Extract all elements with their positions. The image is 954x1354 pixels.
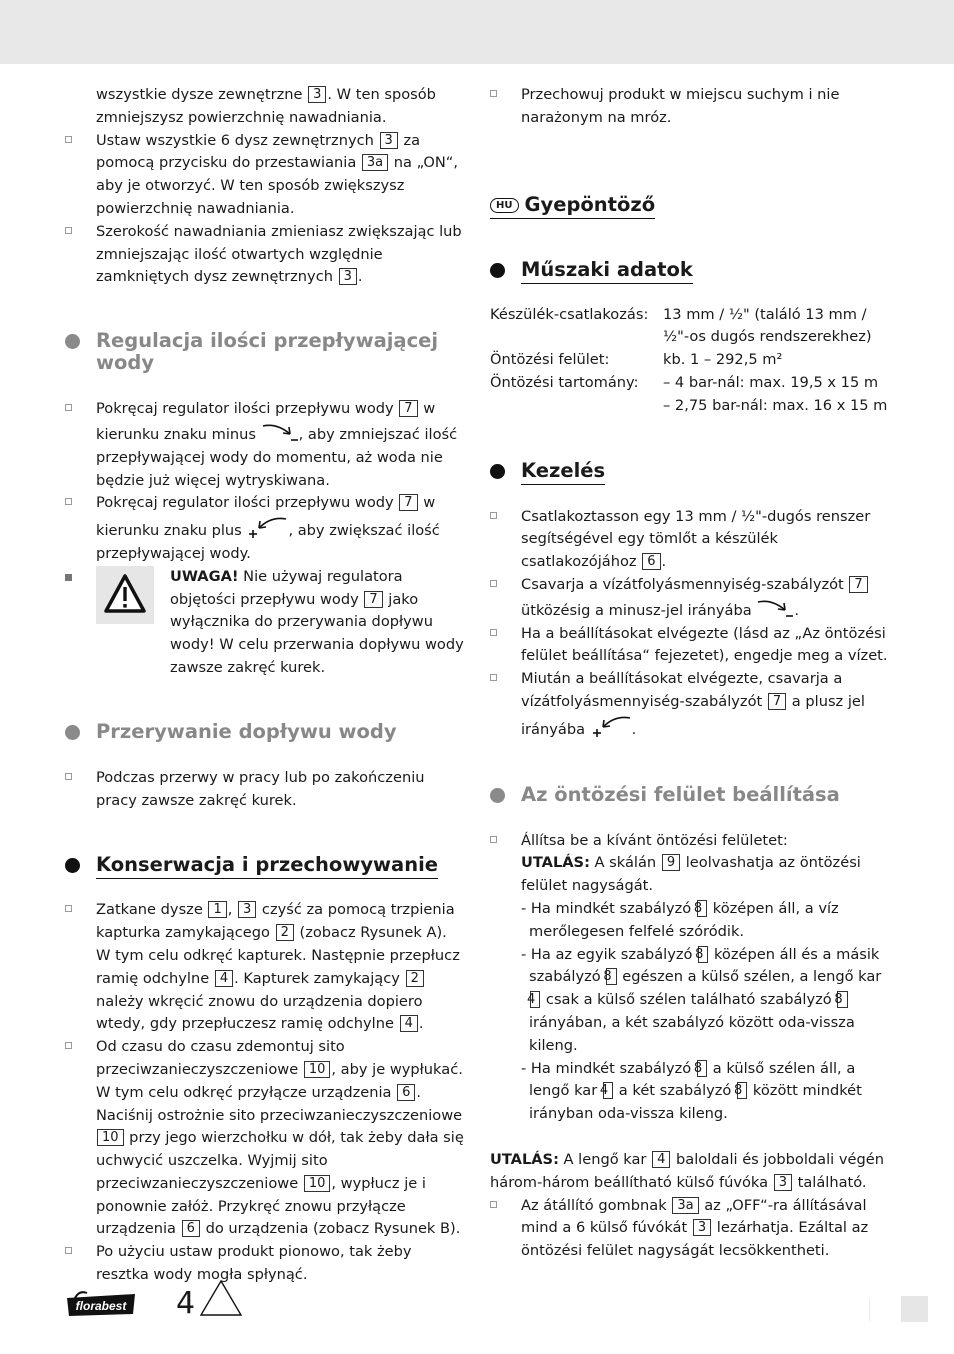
bullet-icon (490, 629, 497, 636)
part-number: 7 (399, 400, 417, 417)
text-span: . W ten sposób zmniejszysz powierzchnię nawadniania. (96, 86, 436, 126)
warning-outline-icon (199, 1279, 243, 1317)
part-number: 8 (697, 900, 707, 917)
text-span: . Kapturek zamykający (234, 969, 405, 987)
part-number: 9 (662, 854, 680, 871)
text-span: na „ON“, aby je otworzyć. W ten sposób zwiększysz powierzchnię nawadniania. (96, 154, 458, 217)
part-number: 3 (308, 86, 326, 103)
bullet-item (65, 1036, 465, 1241)
text-span: przy jego wierzchołku w dół, tak żeby dała się uchwycić uszczelka. Wyjmij sito przeciwzanieczyszczeniowe (96, 1129, 464, 1192)
bullet-icon (65, 1247, 72, 1254)
bullet-item (65, 899, 465, 1036)
text-span: Az átállító gombnak (521, 1196, 672, 1214)
header-bar (0, 0, 954, 64)
brand-logo-icon (65, 1290, 137, 1318)
text-span: . (661, 553, 667, 571)
part-number: 10 (97, 1129, 124, 1146)
spec-key: Készülék-csatlakozás: (490, 305, 649, 323)
right-column (490, 84, 890, 1263)
section-heading (490, 259, 890, 281)
section-heading (490, 460, 890, 482)
bullet-icon (65, 1042, 72, 1049)
text-span: Nie używaj regulatora objętości przepływu wody (170, 567, 403, 608)
text-span: Csavarja a vízátfolyásmennyiség-szabályzót (521, 575, 849, 593)
part-number: 3 (339, 268, 357, 285)
part-number: 8 (698, 946, 708, 963)
part-number: 3a (672, 1197, 698, 1214)
plus-direction-icon (246, 515, 288, 539)
text-span: , wypłucz je i ponownie załóż. Przykręć znowu przyłącze urządzenia (96, 1174, 426, 1238)
text-span: A skálán (589, 854, 661, 872)
part-number: 4 (215, 970, 233, 987)
part-number: 4 (603, 1082, 613, 1099)
text-span: irányában, a két szabályzó között oda-vissza kileng. (529, 1013, 855, 1054)
text-span: jako wyłącznika do przerywania dopływu wody! W celu przerwania dopływu wody zawsze zakręć kurek. (170, 590, 464, 676)
text-span: Po użyciu ustaw produkt pionowo, tak żeby resztka wody mogła spłynąć. (96, 1243, 412, 1284)
text-span: középen áll és a másik szabályzó (529, 945, 880, 986)
text-span: leolvashatja az öntözési felület nagyságát. (521, 854, 861, 895)
text-span: za pomocą przycisku do przestawiania (96, 131, 421, 172)
section-heading (65, 854, 465, 876)
text-span: Pokręcaj regulator ilości przepływu wody (96, 494, 399, 512)
part-number: 2 (276, 924, 294, 941)
bullet-item (490, 830, 890, 898)
minus-direction-icon (756, 597, 794, 619)
part-number: 3 (238, 901, 256, 918)
text-span: UTALÁS: (490, 1150, 559, 1168)
page-number: 4 (176, 1286, 196, 1321)
text-span: a külső szélen áll, a lengő kar (529, 1059, 856, 1100)
text-span: , aby zmniejszać ilość przepływającej wody do momentu, aż woda nie będzie już więcej wytryskiwana. (96, 425, 458, 489)
bullet-item (490, 574, 890, 623)
page-tab-marker (901, 1296, 928, 1322)
spec-key: Öntözési felület: (490, 351, 610, 369)
paragraph (65, 84, 465, 130)
part-number: 7 (399, 494, 417, 511)
part-number: 3 (693, 1219, 711, 1236)
divider (869, 1299, 870, 1321)
bullet-item (65, 221, 465, 289)
sub-item (521, 1058, 890, 1126)
text-span: Ustaw wszystkie 6 dysz zewnętrznych (96, 131, 379, 149)
language-title (490, 193, 890, 217)
text-span: . (794, 601, 799, 619)
text-span: - Ha az egyik szabályzó (521, 945, 698, 963)
text-span: a plusz jel irányába (521, 692, 865, 738)
part-number: 8 (606, 968, 616, 985)
spec-value: – 4 bar-nál: max. 19,5 x 15 m (663, 373, 879, 391)
bullet-icon (65, 136, 72, 143)
bullet-item (65, 492, 465, 565)
bullet-icon (490, 90, 497, 97)
bullet-item (490, 506, 890, 574)
bullet-item (490, 668, 890, 741)
sub-item (521, 944, 890, 1058)
bullet-item (65, 1241, 465, 1287)
part-number: 4 (652, 1151, 670, 1168)
text-span: csak a külső szélen található szabályzó (541, 991, 837, 1009)
text-span: . (418, 1015, 424, 1033)
spec-table (490, 304, 890, 418)
part-number: 7 (768, 693, 786, 710)
spec-key: Öntözési tartomány: (490, 373, 639, 391)
florabest-logo (65, 1290, 137, 1322)
left-column (65, 84, 465, 1287)
bullet-icon (65, 404, 72, 411)
text-span: wszystkie dysze zewnętrzne (96, 86, 308, 103)
heading-dot-icon (490, 464, 505, 479)
text-span: Az öntözési felület beállítása (521, 782, 840, 806)
sub-item (521, 898, 890, 944)
text-span: (zobacz Rysunek A). W tym celu odkręć kapturek. Następnie przepłucz ramię odchylne (96, 924, 460, 987)
bullet-item (65, 130, 465, 221)
text-span: baloldali és jobboldali végén három-három beállítható külső fúvóka (490, 1150, 884, 1191)
part-number: 1 (208, 901, 226, 918)
text-span: Pokręcaj regulator ilości przepływu wody (96, 400, 399, 418)
text-span: w kierunku znaku plus (96, 494, 436, 540)
bullet-icon (65, 227, 72, 234)
bullet-icon (490, 1201, 497, 1208)
text-span: . (631, 720, 637, 738)
text-span: . Naciśnij ostrożnie sito przeciwzanieczyszczeniowe (96, 1083, 463, 1124)
text-span: lezárhatja. Ezáltal az öntözési felület nagyságát lecsökkentheti. (521, 1219, 869, 1260)
text-span: Przerywanie dopływu wody (96, 719, 397, 743)
text-span: , (227, 901, 238, 919)
warning-icon-box (96, 566, 154, 624)
part-number: 4 (400, 1015, 418, 1032)
bullet-icon (65, 905, 72, 912)
text-span: ütközésig a minusz-jel irányába (521, 601, 757, 619)
text-span: należy wkręcić znowu do urządzenia dopiero wtedy, gdy przepłuczesz ramię odchylne (96, 992, 423, 1033)
bullet-item (490, 84, 890, 130)
text-span: czyść za pomocą trzpienia kapturka zamykającego (96, 901, 455, 942)
part-number: 6 (397, 1084, 415, 1101)
text-span: - Ha mindkét szabályzó (521, 1059, 696, 1077)
text-span: Zatkane dysze (96, 901, 208, 919)
bullet-item (65, 767, 465, 813)
text-span: Regulacja ilości przepływającej wody (96, 329, 439, 375)
text-span: Kezelés (521, 459, 605, 485)
part-number: 2 (406, 970, 424, 987)
heading-dot-icon (65, 858, 80, 873)
part-number: 8 (697, 1060, 707, 1077)
part-number: 6 (642, 553, 660, 570)
text-span: - Ha mindkét szabályzó (521, 899, 696, 917)
heading-dot-icon (65, 334, 80, 349)
warning-block (65, 566, 465, 680)
text-span: Ha a beállításokat elvégezte (lásd az „Az öntözési felület beállítása“ fejezetet), engedje meg a vízet. (521, 624, 888, 665)
note-paragraph (490, 1149, 890, 1195)
part-number: 3a (362, 154, 388, 171)
text-span: Podczas przerwy w pracy lub po zakończeniu pracy zawsze zakręć kurek. (96, 768, 425, 809)
spec-value: 13 mm / ½" (találó 13 mm / ½"-os dugós rendszerekhez) (663, 305, 872, 346)
text-span: , aby zwiększać ilość przepływającej wody. (96, 522, 440, 562)
part-number: 7 (364, 591, 382, 608)
part-number: 4 (530, 991, 540, 1008)
part-number: 8 (737, 1082, 747, 1099)
text-span: Konserwacja i przechowywanie (96, 853, 438, 879)
text-span: UWAGA! (170, 567, 239, 585)
bullet-icon (490, 580, 497, 587)
heading-dot-icon (490, 263, 505, 278)
text-span: középen áll, a víz merőlegesen felfelé szóródik. (529, 899, 839, 940)
text-span: a két szabályzó (614, 1082, 736, 1100)
text-span: . (357, 268, 363, 286)
heading-dot-icon (490, 788, 505, 803)
section-heading (490, 784, 890, 806)
text-span: az „OFF“-ra állításával mind a 6 külső fúvókát (521, 1196, 867, 1237)
bullet-icon (490, 836, 497, 843)
bullet-icon (65, 773, 72, 780)
text-span: Szerokość nawadniania zmieniasz zwiększając lub zmniejszając ilość otwartych względnie zamkniętych dysz zewnętrznych (96, 222, 462, 286)
text-span: Csatlakoztasson egy 13 mm / ½"-dugós renszer segítségével egy tömlőt a készülék csatlakozójához (521, 507, 871, 571)
text-span: Miután a beállításokat elvégezte, csavarja a vízátfolyásmennyiség-szabályzót (521, 670, 843, 710)
bullet-icon (490, 512, 497, 519)
text-span: Przechowuj produkt w miejscu suchym i nie narażonym na mróz. (521, 86, 840, 126)
language-badge: HU (490, 198, 519, 213)
text-span: florabest (75, 1299, 127, 1313)
text-span: között mindkét irányban oda-vissza kileng. (529, 1082, 862, 1123)
part-number: 8 (837, 991, 847, 1008)
text-span: UTALÁS: (521, 854, 590, 872)
part-number: 10 (304, 1061, 331, 1078)
section-heading (65, 721, 465, 743)
minus-direction-icon (261, 421, 299, 443)
part-number: 3 (380, 132, 398, 149)
part-number: 3 (774, 1174, 792, 1191)
spec-value: – 2,75 bar-nál: max. 16 x 15 m (663, 396, 888, 414)
warning-triangle-icon (96, 566, 154, 624)
bullet-item (490, 623, 890, 669)
bullet-icon (490, 674, 497, 681)
text-span: található. (792, 1173, 867, 1191)
bullet-icon (65, 498, 72, 505)
plus-direction-icon (590, 714, 632, 738)
bullet-item (490, 1195, 890, 1263)
text-span: A lengő kar (558, 1150, 652, 1168)
text-span: , aby je wypłukać. W tym celu odkręć przyłącze urządzenia (96, 1060, 463, 1101)
section-heading (65, 330, 465, 374)
heading-dot-icon (65, 725, 80, 740)
part-number: 7 (849, 576, 867, 593)
text-span: Od czasu do czasu zdemontuj sito przeciwzanieczyszczeniowe (96, 1038, 345, 1078)
text-span: egészen a külső szélen, a lengő kar (617, 968, 882, 986)
spec-value: kb. 1 – 292,5 m² (663, 351, 783, 369)
part-number: 10 (304, 1175, 331, 1192)
bullet-item (65, 398, 465, 492)
bullet-icon (65, 574, 72, 581)
page-title: Gyepöntöző (524, 192, 656, 216)
text-span: w kierunku znaku minus (96, 400, 436, 443)
text-span: Műszaki adatok (521, 258, 693, 284)
text-span: Állítsa be a kívánt öntözési felületet: (521, 831, 788, 849)
text-span: do urządzenia (zobacz Rysunek B). (200, 1220, 461, 1238)
part-number: 6 (182, 1220, 200, 1237)
